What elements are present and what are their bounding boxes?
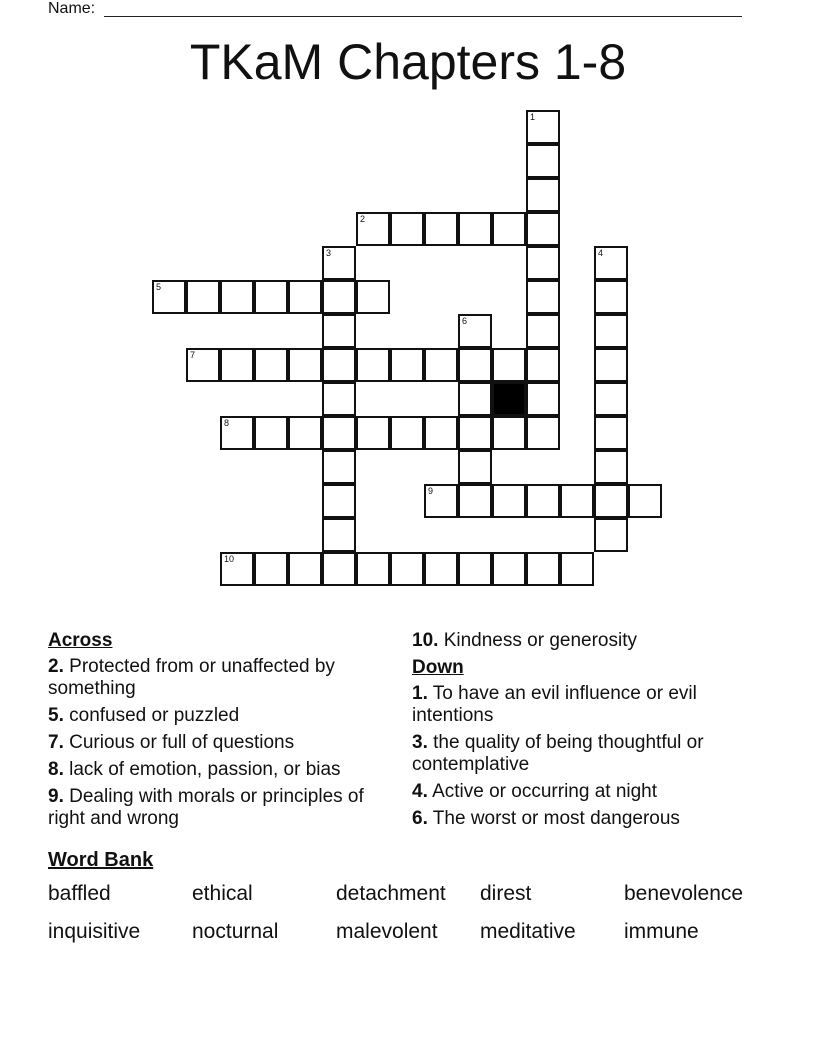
clue-number: 2 xyxy=(360,214,366,224)
grid-cell[interactable] xyxy=(424,416,458,450)
grid-cell[interactable] xyxy=(594,518,628,552)
grid-cell[interactable] xyxy=(322,450,356,484)
word-bank-item: ethical xyxy=(192,882,253,905)
grid-cell[interactable] xyxy=(458,348,492,382)
grid-cell[interactable] xyxy=(492,552,526,586)
grid-cell[interactable] xyxy=(424,552,458,586)
clue-across-8: 8. lack of emotion, passion, or bias xyxy=(48,759,341,780)
grid-cell[interactable] xyxy=(254,348,288,382)
grid-cell[interactable] xyxy=(322,518,356,552)
grid-cell[interactable] xyxy=(458,552,492,586)
grid-cell[interactable] xyxy=(458,450,492,484)
word-bank-item: immune xyxy=(624,920,699,943)
grid-cell[interactable] xyxy=(526,348,560,382)
clue-number: 9 xyxy=(428,486,434,496)
grid-cell[interactable] xyxy=(288,552,322,586)
black-square xyxy=(492,382,526,416)
grid-cell[interactable] xyxy=(254,416,288,450)
word-bank-item: direst xyxy=(480,882,532,905)
word-bank-item: baffled xyxy=(48,882,111,905)
grid-cell[interactable] xyxy=(424,212,458,246)
grid-cell[interactable] xyxy=(152,280,186,314)
grid-cell[interactable] xyxy=(492,212,526,246)
grid-cell[interactable] xyxy=(594,450,628,484)
grid-cell[interactable] xyxy=(560,552,594,586)
clue-number: 6 xyxy=(462,316,468,326)
grid-cell[interactable] xyxy=(458,382,492,416)
clue-across-10: 10. Kindness or generosity xyxy=(412,630,637,651)
word-bank-item: malevolent xyxy=(336,920,438,943)
clues-left-column xyxy=(48,630,393,835)
grid-cell[interactable] xyxy=(458,416,492,450)
grid-cell[interactable] xyxy=(322,246,356,280)
grid-cell[interactable] xyxy=(458,484,492,518)
clue-down-6: 6. The worst or most dangerous xyxy=(412,808,680,829)
clue-number: 1 xyxy=(530,112,536,122)
word-bank xyxy=(48,882,788,944)
clue-number: 8 xyxy=(224,418,230,428)
page-title: TKaM Chapters 1-8 xyxy=(189,34,627,90)
grid-cell[interactable] xyxy=(492,348,526,382)
grid-cell[interactable] xyxy=(594,382,628,416)
grid-cell[interactable] xyxy=(288,416,322,450)
grid-cell[interactable] xyxy=(526,110,560,144)
grid-cell[interactable] xyxy=(390,552,424,586)
grid-cell[interactable] xyxy=(390,416,424,450)
clue-across-7: 7. Curious or full of questions xyxy=(48,732,295,753)
grid-cell[interactable] xyxy=(356,348,390,382)
clue-number: 7 xyxy=(190,350,196,360)
grid-cell[interactable] xyxy=(356,212,390,246)
clue-number: 5 xyxy=(156,282,162,292)
grid-cell[interactable] xyxy=(322,416,356,450)
grid-cell[interactable] xyxy=(458,314,492,348)
grid-cell[interactable] xyxy=(322,382,356,416)
grid-cell[interactable] xyxy=(526,314,560,348)
grid-cell[interactable] xyxy=(356,416,390,450)
word-bank-item: nocturnal xyxy=(192,920,279,943)
grid-cell[interactable] xyxy=(492,484,526,518)
grid-cell[interactable] xyxy=(390,212,424,246)
grid-cell[interactable] xyxy=(594,416,628,450)
grid-cell[interactable] xyxy=(356,552,390,586)
clue-number: 3 xyxy=(326,248,332,258)
word-bank-item: inquisitive xyxy=(48,920,141,943)
grid-cell[interactable] xyxy=(492,416,526,450)
grid-cell[interactable] xyxy=(322,280,356,314)
grid-cell[interactable] xyxy=(322,484,356,518)
grid-cell[interactable] xyxy=(288,348,322,382)
grid-cell[interactable] xyxy=(424,348,458,382)
name-label: Name: xyxy=(48,0,96,17)
grid-cell[interactable] xyxy=(220,416,254,450)
grid-cell[interactable] xyxy=(628,484,662,518)
grid-cell[interactable] xyxy=(322,348,356,382)
word-bank-title: Word Bank xyxy=(48,849,154,871)
clue-down-3: 3. the quality of being thoughtful or contemplative xyxy=(412,732,704,775)
grid-cell[interactable] xyxy=(186,280,220,314)
grid-cell[interactable] xyxy=(186,348,220,382)
clue-down-1: 1. To have an evil influence or evil intentions xyxy=(412,683,697,726)
grid-cell[interactable] xyxy=(594,246,628,280)
grid-cell[interactable] xyxy=(322,314,356,348)
grid-cell[interactable] xyxy=(390,348,424,382)
clue-number: 10 xyxy=(224,554,235,564)
grid-cell[interactable] xyxy=(526,212,560,246)
clue-across-2: 2. Protected from or unaffected by something xyxy=(48,656,335,699)
grid-cell[interactable] xyxy=(594,484,628,518)
grid-cell[interactable] xyxy=(594,280,628,314)
grid-cell[interactable] xyxy=(526,144,560,178)
clue-across-5: 5. confused or puzzled xyxy=(48,705,240,726)
grid-cell[interactable] xyxy=(526,416,560,450)
grid-cell[interactable] xyxy=(594,348,628,382)
grid-cell[interactable] xyxy=(526,382,560,416)
grid-cell[interactable] xyxy=(560,484,594,518)
across-heading: Across xyxy=(48,630,113,651)
grid-cell[interactable] xyxy=(424,484,458,518)
word-bank-item: detachment xyxy=(336,882,446,905)
down-heading: Down xyxy=(412,657,464,678)
clue-down-4: 4. Active or occurring at night xyxy=(412,781,658,802)
grid-cell[interactable] xyxy=(220,348,254,382)
clue-number: 4 xyxy=(598,248,604,258)
grid-cell[interactable] xyxy=(356,280,390,314)
grid-cell[interactable] xyxy=(254,280,288,314)
word-bank-item: meditative xyxy=(480,920,576,943)
grid-cell[interactable] xyxy=(220,552,254,586)
grid-cell[interactable] xyxy=(526,246,560,280)
clue-across-9: 9. Dealing with morals or principles of right and wrong xyxy=(48,786,364,829)
grid-cell[interactable] xyxy=(288,280,322,314)
grid-cell[interactable] xyxy=(526,484,560,518)
word-bank-item: benevolence xyxy=(624,882,744,905)
grid-cell[interactable] xyxy=(322,552,356,586)
grid-cell[interactable] xyxy=(220,280,254,314)
grid-cell[interactable] xyxy=(526,178,560,212)
grid-cell[interactable] xyxy=(526,280,560,314)
grid-cell[interactable] xyxy=(458,212,492,246)
grid-cell[interactable] xyxy=(526,552,560,586)
grid-cell[interactable] xyxy=(254,552,288,586)
clues-right-column xyxy=(412,630,757,835)
grid-cell[interactable] xyxy=(594,314,628,348)
